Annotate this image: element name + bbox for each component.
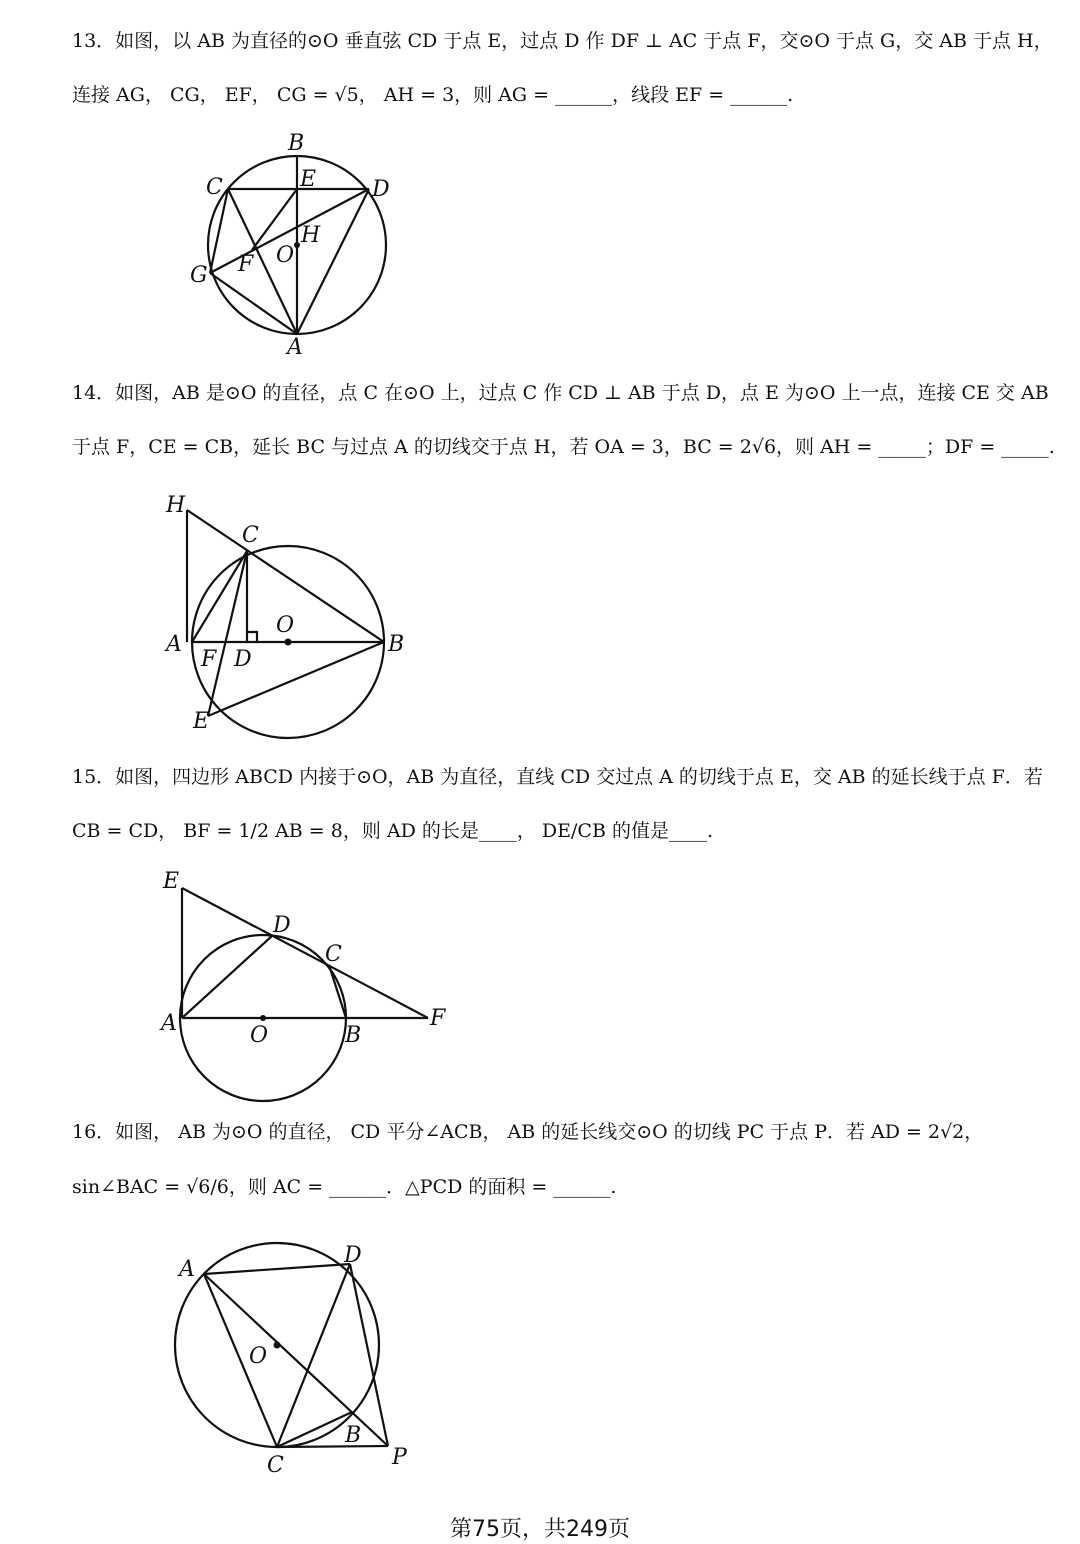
- label-o: O: [276, 613, 295, 638]
- figure-16: [155, 1230, 435, 1480]
- page-number: 第75页，共249页: [450, 1517, 630, 1542]
- label-b: B: [388, 632, 405, 657]
- segment-da: [297, 189, 369, 334]
- figure-15: [155, 868, 465, 1108]
- problem-16-line-1: 16．如图， AB 为⊙O 的直径， CD 平分∠ACB， AB 的延长线交⊙O 的切线 PC 于点 P．若 AD = 2√2，: [72, 1121, 984, 1143]
- problem-13-line-2: 连接 AG， CG， EF， CG = √5， AH = 3，则 AG = ______，线段 EF = ______.: [72, 84, 794, 106]
- label-h: H: [166, 493, 186, 518]
- label-o: O: [249, 1344, 268, 1369]
- segment-dc: [277, 1264, 350, 1447]
- label-d: D: [234, 647, 252, 672]
- line-ef: [182, 888, 428, 1018]
- line-ap: [204, 1274, 388, 1446]
- label-c: C: [242, 523, 259, 548]
- label-f: F: [238, 252, 254, 277]
- label-e: E: [300, 167, 317, 192]
- tangent-cp: [277, 1446, 388, 1447]
- segment-ga: [210, 273, 297, 334]
- segment-ad: [204, 1264, 350, 1274]
- center-point: [274, 1342, 281, 1349]
- label-d: D: [273, 913, 291, 938]
- label-e: E: [193, 709, 210, 734]
- label-b: B: [345, 1423, 362, 1448]
- segment-ce: [208, 551, 247, 716]
- segment-ef: [252, 189, 297, 250]
- label-e: E: [163, 869, 180, 894]
- problem-14-line-1: 14．如图，AB 是⊙O 的直径，点 C 在⊙O 上，过点 C 作 CD ⊥ AB 于点 D，点 E 为⊙O 上一点，连接 CE 交 AB: [72, 382, 1049, 404]
- problem-13-line-1: 13．如图，以 AB 为直径的⊙O 垂直弦 CD 于点 E，过点 D 作 DF ⊥ AC 于点 F，交⊙O 于点 G，交 AB 于点 H，: [72, 30, 1053, 52]
- problem-15-line-1: 15．如图，四边形 ABCD 内接于⊙O，AB 为直径，直线 CD 交过点 A 的切线于点 E，交 AB 的延长线于点 F．若: [72, 766, 1043, 788]
- label-b: B: [345, 1023, 362, 1048]
- problem-14-line-2: 于点 F，CE = CB，延长 BC 与过点 A 的切线交于点 H，若 OA = 3，BC = 2√6，则 AH = _____；DF = _____.: [72, 436, 1055, 458]
- label-d: D: [372, 177, 390, 202]
- label-f: F: [430, 1006, 446, 1031]
- problem-15-line-2: CB = CD， BF = 1/2 AB = 8，则 AD 的长是____， DE/CB 的值是____.: [72, 820, 714, 842]
- label-o: O: [250, 1023, 269, 1048]
- label-c: C: [267, 1453, 284, 1478]
- figure-13: [180, 128, 420, 363]
- label-h: H: [301, 223, 321, 248]
- label-c: C: [325, 942, 342, 967]
- segment-dp: [350, 1264, 388, 1446]
- center-point: [294, 242, 300, 248]
- center-point: [260, 1015, 266, 1021]
- label-a: A: [161, 1011, 177, 1036]
- label-f: F: [201, 647, 217, 672]
- label-a: A: [179, 1257, 195, 1282]
- label-p: P: [392, 1445, 407, 1470]
- segment-ad: [182, 935, 273, 1018]
- center-point: [285, 639, 292, 646]
- label-b: B: [288, 131, 305, 156]
- right-angle-mark: [247, 632, 257, 642]
- label-c: C: [206, 175, 223, 200]
- label-a: A: [287, 335, 303, 360]
- label-a: A: [166, 632, 182, 657]
- label-o: O: [276, 243, 295, 268]
- label-d: D: [344, 1243, 362, 1268]
- label-g: G: [190, 263, 208, 288]
- problem-16-line-2: sin∠BAC = √6/6，则 AC = ______．△PCD 的面积 = ______.: [72, 1176, 617, 1198]
- segment-ac: [192, 551, 247, 642]
- figure-14: [160, 488, 420, 738]
